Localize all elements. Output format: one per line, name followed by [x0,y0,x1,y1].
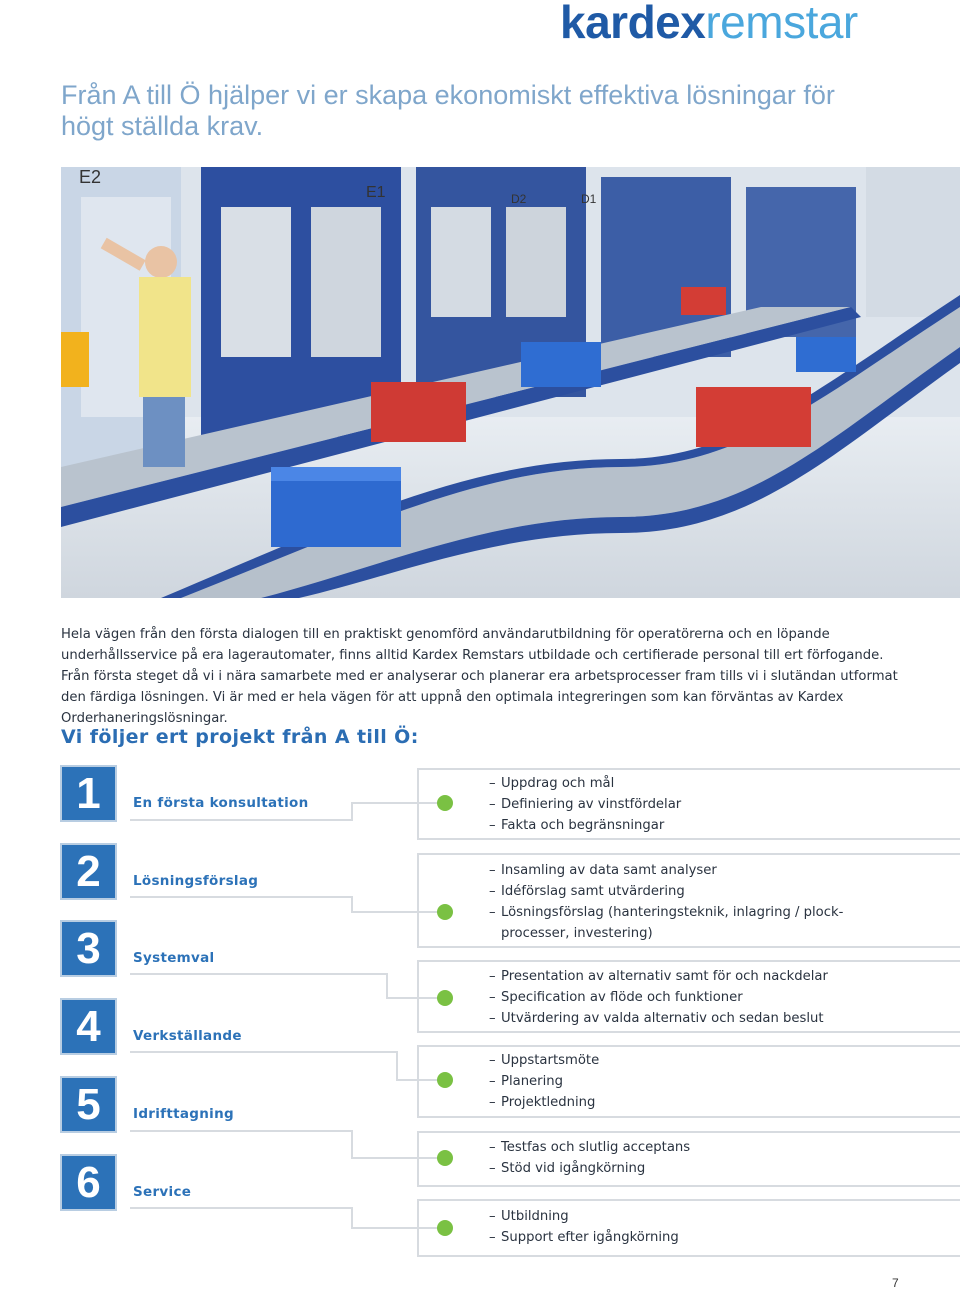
details-list-6 [489,1206,909,1248]
step-number-5: 5 [62,1078,115,1131]
section-title: Vi följer ert projekt från A till Ö: [61,726,419,748]
detail-item: – Testfas och slutlig acceptans [489,1137,909,1158]
bin-label-e1: E1 [366,184,386,201]
details-list-1 [489,773,909,836]
details-list-3 [489,966,909,1029]
step-number-2: 2 [62,845,115,898]
page-headline: Från A till Ö hjälper vi er skapa ekonomiskt effektiva lösningar för högt ställda krav. [61,80,835,141]
step-label-2: Lösningsförslag [133,873,259,889]
page-number: 7 [892,1276,899,1290]
step-number-6: 6 [62,1156,115,1209]
step-number-3: 3 [62,922,115,975]
bin-label-d1: D1 [581,192,597,206]
detail-item: – Utvärdering av valda alternativ och sedan beslut [489,1008,909,1029]
detail-item: – Support efter igångkörning [489,1227,909,1248]
details-list-2 [489,860,909,944]
connector-dot [437,990,453,1006]
detail-item: – Lösningsförslag (hanteringsteknik, inlagring / plock-processer, investering) [489,902,909,944]
connector-dot [437,795,453,811]
connector-dot [437,904,453,920]
detail-item: – Projektledning [489,1092,909,1113]
detail-item: – Specification av flöde och funktioner [489,987,909,1008]
details-list-5 [489,1137,909,1179]
connector-dot [437,1220,453,1236]
bin-label-e2: E2 [79,167,102,187]
detail-item: – Planering [489,1071,909,1092]
detail-item: – Insamling av data samt analyser [489,860,909,881]
step-number-1: 1 [62,767,115,820]
connector-dot [437,1072,453,1088]
detail-item: – Fakta och begränsningar [489,815,909,836]
detail-item: – Utbildning [489,1206,909,1227]
step-label-4: Verkställande [133,1028,242,1044]
detail-item: – Presentation av alternativ samt för och nackdelar [489,966,909,987]
step-number-4: 4 [62,1000,115,1053]
step-label-1: En första konsultation [133,795,309,811]
detail-item: – Idéförslag samt utvärdering [489,881,909,902]
bin-label-d2: D2 [511,192,527,206]
detail-item: – Definiering av vinstfördelar [489,794,909,815]
detail-item: – Stöd vid igångkörning [489,1158,909,1179]
detail-item: – Uppdrag och mål [489,773,909,794]
step-label-5: Idrifttagning [133,1106,234,1122]
step-label-6: Service [133,1184,192,1200]
intro-paragraph: Hela vägen från den första dialogen till en praktiskt genomförd användarutbildning för operatörerna och en löpande underhållsservice på era lagerautomater, finns alltid Kardex Remstars utbildade och certifierade personal till ert förfogande. Från första steget då vi i nära samarbete med er analyserar och planerar era arbetsprocesser fram tills vi i slutändan utformat den färdiga lösningen. Vi är med er hela vägen för att uppnå den optimala integreringen som kan förväntas av Kardex Orderhaneringslösningar. [61,627,898,726]
details-list-4 [489,1050,909,1113]
detail-item: – Uppstartsmöte [489,1050,909,1071]
kardex-remstar-logo: kardexremstar [560,0,858,48]
step-label-3: Systemval [133,950,215,966]
connector-dot [437,1150,453,1166]
